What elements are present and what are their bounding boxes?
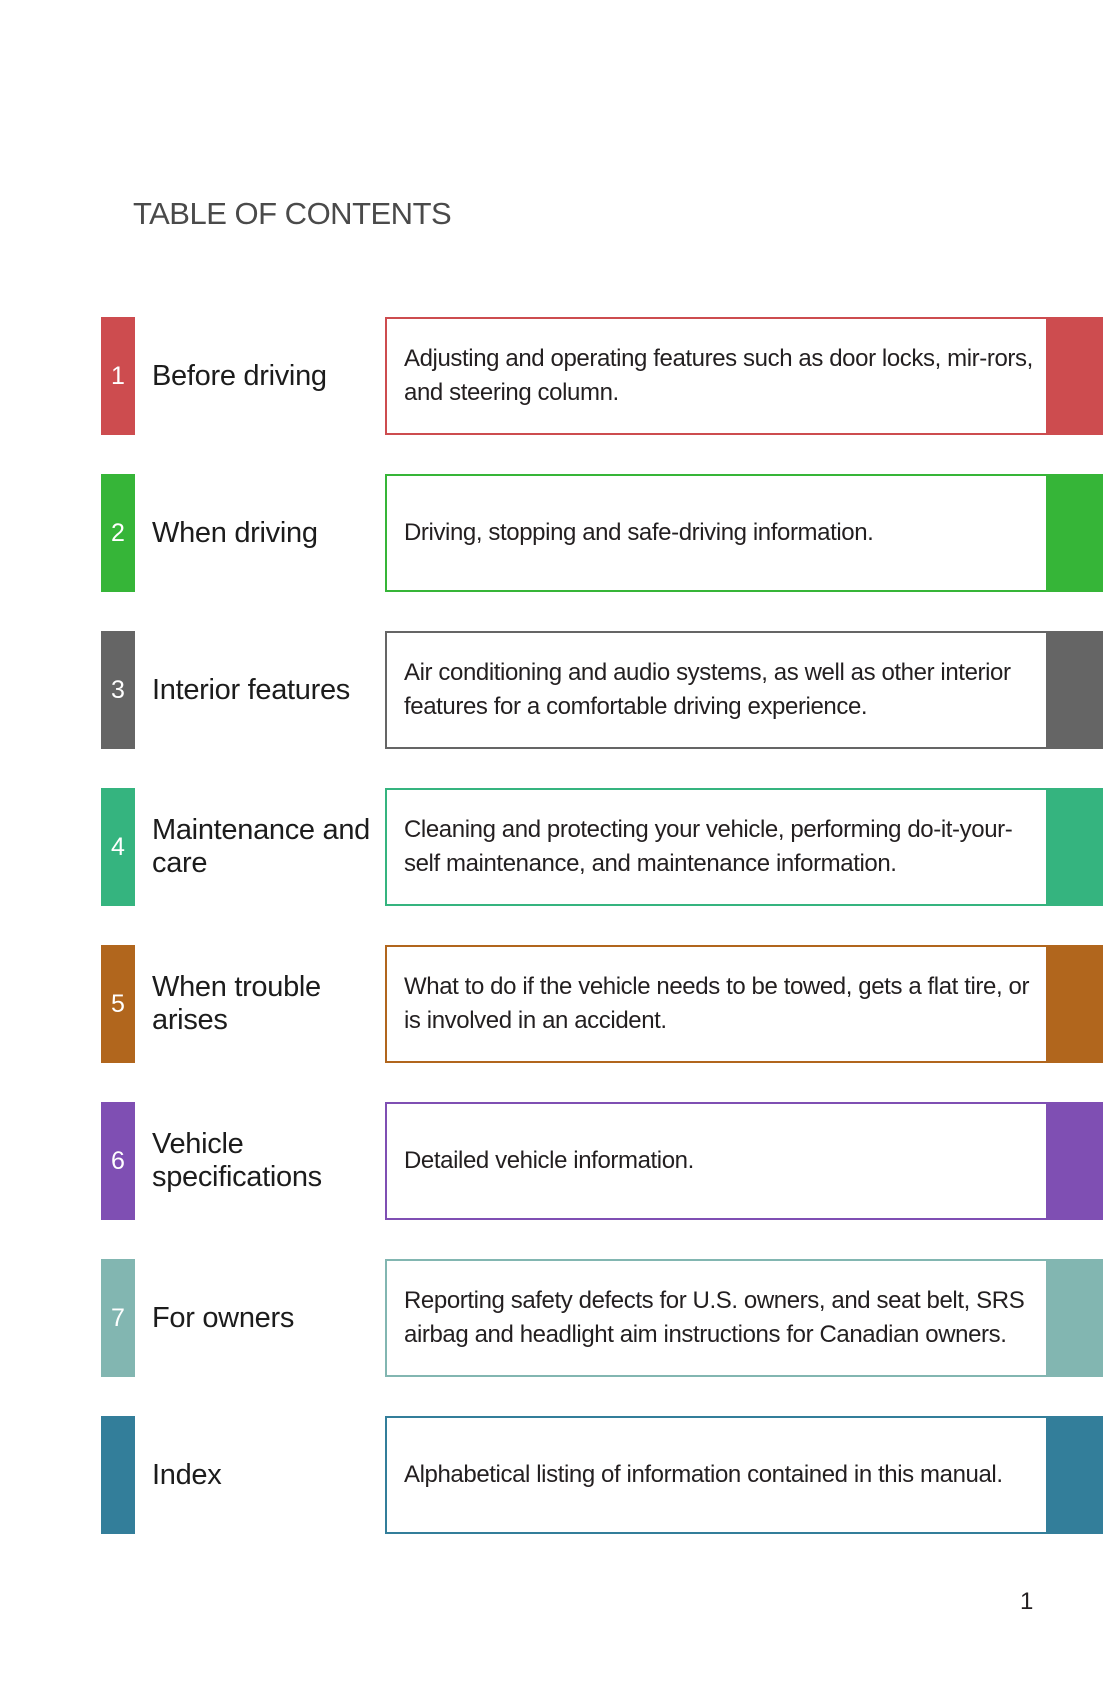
toc-row-6[interactable] [0,1102,1103,1220]
toc-row-1[interactable] [0,317,1103,435]
chapter-title[interactable]: When driving [152,516,318,549]
chapter-description: Air conditioning and audio systems, as well as other interior features for a comfortable driving experience. [385,631,1047,749]
chapter-number-tab: 7 [101,1259,135,1377]
chapter-title[interactable]: Maintenance and care [152,814,370,879]
chapter-side-tab[interactable] [1046,788,1103,906]
chapter-title[interactable]: Vehicle specifications [152,1128,322,1193]
chapter-description: Detailed vehicle information. [385,1102,1047,1220]
chapter-number-tab: 6 [101,1102,135,1220]
chapter-description: Reporting safety defects for U.S. owners, and seat belt, SRS airbag and headlight aim instructions for Canadian owners. [385,1259,1047,1377]
chapter-description: Alphabetical listing of information contained in this manual. [385,1416,1047,1534]
chapter-side-tab[interactable] [1046,945,1103,1063]
chapter-number-tab: 2 [101,474,135,592]
chapter-description: Driving, stopping and safe-driving information. [385,474,1047,592]
chapter-side-tab[interactable] [1046,631,1103,749]
chapter-description: What to do if the vehicle needs to be towed, gets a flat tire, or is involved in an accident. [385,945,1047,1063]
page-title: TABLE OF CONTENTS [133,196,452,231]
chapter-title[interactable]: For owners [152,1301,295,1334]
chapter-number-tab: 5 [101,945,135,1063]
chapter-side-tab[interactable] [1046,1102,1103,1220]
chapter-description: Adjusting and operating features such as door locks, mir-rors, and steering column. [385,317,1047,435]
chapter-title[interactable]: Interior features [152,673,350,706]
chapter-description: Cleaning and protecting your vehicle, performing do-it-your-self maintenance, and maintenance information. [385,788,1047,906]
toc-row-3[interactable] [0,631,1103,749]
toc-row-2[interactable] [0,474,1103,592]
chapter-title[interactable]: Index [152,1458,222,1491]
chapter-side-tab[interactable] [1046,474,1103,592]
chapter-number-tab [101,1416,135,1534]
page-number: 1 [1020,1588,1034,1615]
toc-row-5[interactable] [0,945,1103,1063]
toc-row-7[interactable] [0,1259,1103,1377]
chapter-number-tab: 3 [101,631,135,749]
chapter-number-tab: 1 [101,317,135,435]
chapter-number-tab: 4 [101,788,135,906]
chapter-title[interactable]: Before driving [152,359,327,392]
toc-row-index[interactable] [0,1416,1103,1534]
toc-row-4[interactable] [0,788,1103,906]
chapter-side-tab[interactable] [1046,317,1103,435]
chapter-title[interactable]: When trouble arises [152,971,321,1036]
chapter-side-tab[interactable] [1046,1416,1103,1534]
chapter-side-tab[interactable] [1046,1259,1103,1377]
